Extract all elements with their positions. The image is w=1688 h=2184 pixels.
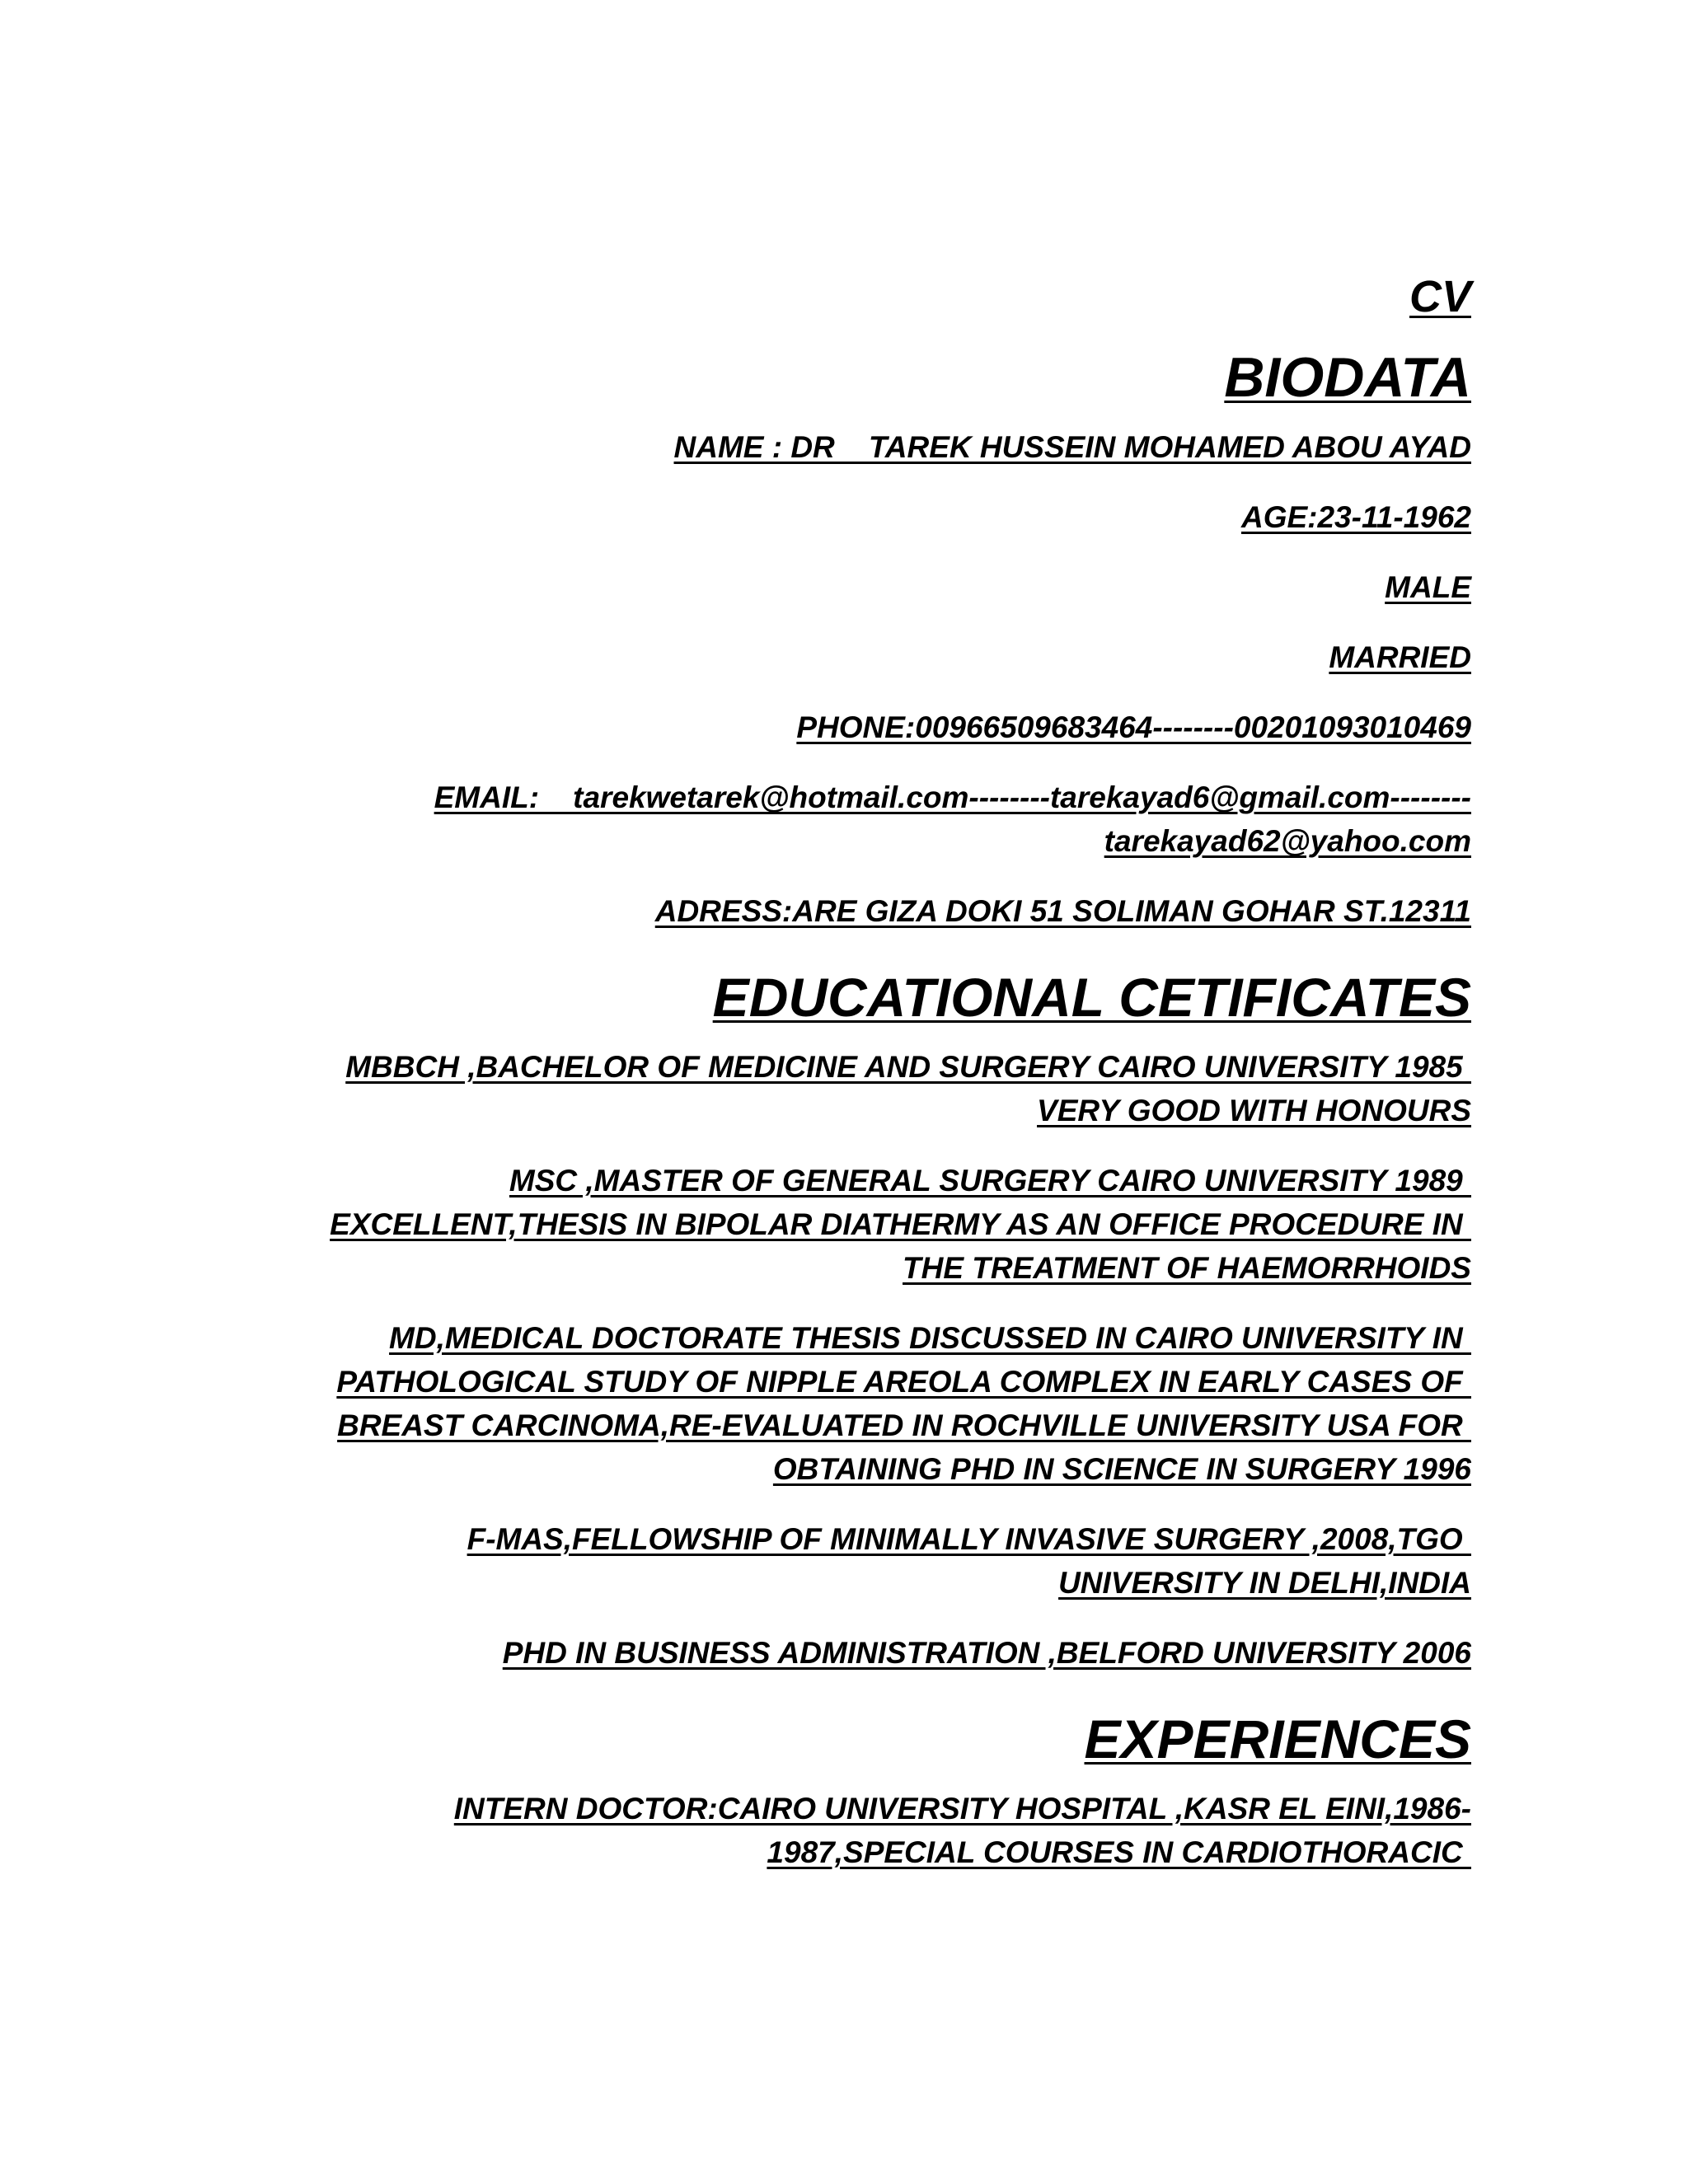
- email-block: [239, 776, 1471, 863]
- education-item: [239, 1159, 1471, 1290]
- name-line: NAME : DR TAREK HUSSEIN MOHAMED ABOU AYAD: [673, 430, 1471, 464]
- education-item: [239, 1045, 1471, 1132]
- cv-document: [239, 264, 1471, 1900]
- experience-item-line: INTERN DOCTOR:CAIRO UNIVERSITY HOSPITAL ,KASR EL EINI,1986-: [453, 1792, 1471, 1825]
- phone-line: PHONE:00966509683464--------00201093010469: [796, 710, 1471, 744]
- education-item-line: UNIVERSITY IN DELHI,INDIA: [1058, 1566, 1471, 1600]
- email-line-1: EMAIL: tarekwetarek@hotmail.com--------tarekayad6@gmail.com--------: [434, 780, 1471, 814]
- education-item-line: F-MAS,FELLOWSHIP OF MINIMALLY INVASIVE SURGERY ,2008,TGO: [467, 1522, 1471, 1556]
- education-item-line: MD,MEDICAL DOCTORATE THESIS DISCUSSED IN CAIRO UNIVERSITY IN: [389, 1321, 1471, 1355]
- education-item-line: OBTAINING PHD IN SCIENCE IN SURGERY 1996: [772, 1452, 1471, 1486]
- address-line: ADRESS:ARE GIZA DOKI 51 SOLIMAN GOHAR ST.12311: [654, 894, 1471, 928]
- biodata-heading: BIODATA: [1224, 346, 1471, 409]
- education-item-line: EXCELLENT,THESIS IN BIPOLAR DIATHERMY AS AN OFFICE PROCEDURE IN: [330, 1207, 1471, 1241]
- cv-title: CV: [1409, 272, 1471, 321]
- education-item-line: THE TREATMENT OF HAEMORRHOIDS: [903, 1251, 1471, 1285]
- education-item: [239, 1517, 1471, 1605]
- experience-item-line: 1987,SPECIAL COURSES IN CARDIOTHORACIC: [767, 1835, 1471, 1869]
- experience-item: [239, 1787, 1471, 1874]
- education-item-line: MSC ,MASTER OF GENERAL SURGERY CAIRO UNIVERSITY 1989: [509, 1164, 1471, 1197]
- marital-status-line: MARRIED: [1329, 640, 1471, 674]
- education-item-line: VERY GOOD WITH HONOURS: [1037, 1094, 1471, 1127]
- email-line-2: tarekayad62@yahoo.com: [1104, 824, 1471, 858]
- education-item: [239, 1316, 1471, 1491]
- experiences-heading: EXPERIENCES: [1084, 1708, 1471, 1769]
- education-item-line: PATHOLOGICAL STUDY OF NIPPLE AREOLA COMPLEX IN EARLY CASES OF: [336, 1365, 1471, 1399]
- education-item-line: BREAST CARCINOMA,RE-EVALUATED IN ROCHVILLE UNIVERSITY USA FOR: [337, 1408, 1471, 1442]
- education-heading: EDUCATIONAL CETIFICATES: [712, 967, 1471, 1028]
- gender-line: MALE: [1385, 570, 1471, 604]
- education-item: PHD IN BUSINESS ADMINISTRATION ,BELFORD UNIVERSITY 2006: [502, 1636, 1471, 1670]
- age-line: AGE:23-11-1962: [1240, 500, 1471, 534]
- education-item-line: MBBCH ,BACHELOR OF MEDICINE AND SURGERY CAIRO UNIVERSITY 1985: [345, 1050, 1471, 1084]
